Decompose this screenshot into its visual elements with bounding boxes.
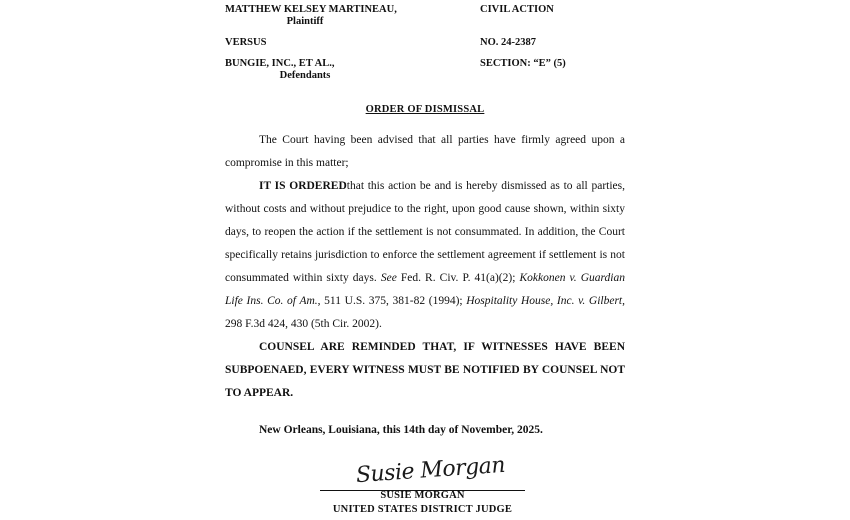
paragraph-one-text: The Court having been advised that all parties have firmly agreed upon a compromise in this matter; (225, 134, 625, 170)
caption-defendant-block (225, 58, 480, 82)
judge-title: UNITED STATES DISTRICT JUDGE (332, 504, 513, 516)
it-is-ordered-lead: IT IS ORDERED (259, 180, 347, 193)
paragraph-two (225, 175, 625, 336)
handwritten-signature: Susie Morgan (355, 453, 506, 489)
caption-row-defendant (225, 58, 625, 82)
document-sheet (225, 0, 625, 516)
caption-row-versus (225, 37, 625, 49)
citation-kokkonen: Kokkonen v. Guardian Life Ins. Co. of Am. (225, 272, 625, 308)
case-section: SECTION: “E” (5) (480, 58, 566, 70)
caption-row-plaintiff (225, 4, 625, 28)
paragraph-two-text-d: , 298 F.3d 424, 430 (5th Cir. 2002). (225, 295, 625, 331)
case-caption (225, 0, 625, 82)
paragraph-one (225, 129, 625, 175)
paragraph-two-text-a: that this action be and is hereby dismissed as to all parties, without costs and without prejudice to the right, upon good cause shown, within sixty days, to reopen the action if the settlement is not consummated. In addition, the Court specifically retains jurisdiction to enforce the settlement agreement if settlement is not consummated within sixty days. (225, 180, 625, 285)
caption-plaintiff-block (225, 4, 480, 28)
plaintiff-name: MATTHEW KELSEY MARTINEAU, (225, 4, 397, 15)
defendant-name: BUNGIE, INC., ET AL., (225, 58, 335, 70)
see-signal: See (380, 272, 397, 285)
case-number: NO. 24-2387 (480, 37, 536, 49)
document-title: ORDER OF DISMISSAL (365, 104, 485, 116)
caption-action-type: CIVIL ACTION (480, 4, 554, 15)
paragraph-two-text-b: Fed. R. Civ. P. 41(a)(2); (396, 272, 520, 285)
versus-label: VERSUS (225, 37, 267, 49)
plaintiff-role: Plaintiff (286, 16, 324, 28)
paragraph-three (225, 336, 625, 405)
citation-hospitality-house: Hospitality House, Inc. v. Gilbert (466, 295, 623, 308)
signature-block (225, 453, 625, 520)
date-line-text: New Orleans, Louisiana, this 14th day of November, 2025. (259, 424, 543, 437)
judge-name: SUSIE MORGAN (380, 490, 465, 502)
date-and-place-line (225, 419, 625, 442)
paragraph-two-text-c: , 511 U.S. 375, 381-82 (1994); (317, 295, 467, 308)
defendant-role: Defendants (279, 70, 331, 82)
paragraph-three-text: COUNSEL ARE REMINDED THAT, IF WITNESSES HAVE BEEN SUBPOENAED, EVERY WITNESS MUST BE NOTIFIED BY COUNSEL NOT TO APPEAR. (225, 341, 625, 400)
